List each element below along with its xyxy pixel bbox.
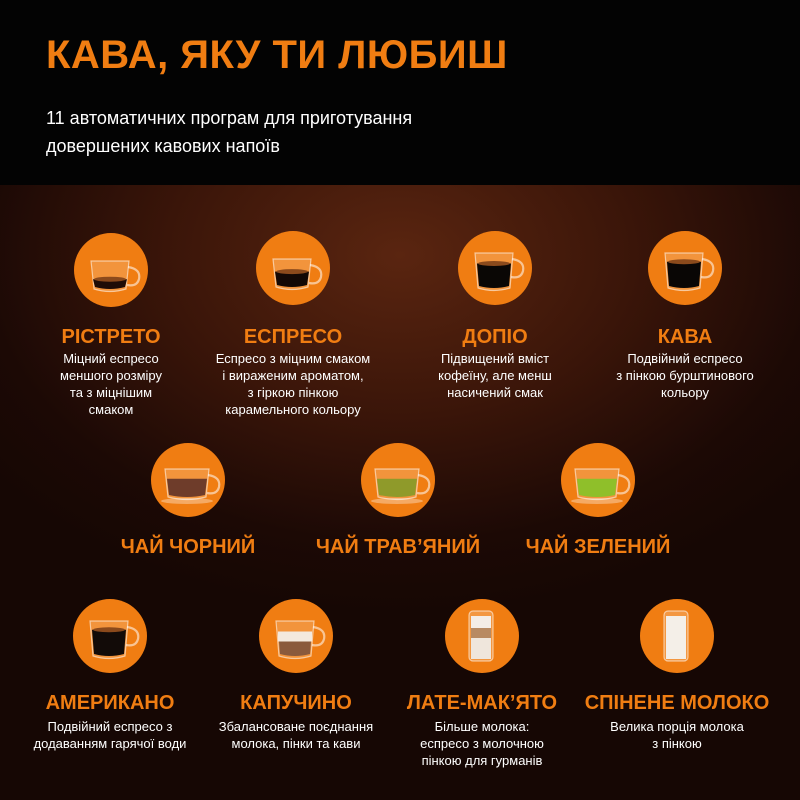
drink-description: Подвійний еспресо з додаванням гарячої води [33, 719, 187, 751]
drink-name: ЕСПРЕСО [243, 326, 343, 348]
drink-name: ЧАЙ ТРАВ’ЯНИЙ [315, 536, 481, 558]
page-title: КАВА, ЯКУ ТИ ЛЮБИШ [46, 33, 508, 77]
header-bar [0, 0, 800, 185]
green-tea-cup-icon [561, 443, 635, 517]
herbal-tea-cup-icon [361, 443, 435, 517]
drink-description: Збалансоване поєднання молока, пінки та кави [218, 719, 374, 751]
americano-cup-icon [73, 599, 147, 673]
drink-name: КАВА [657, 326, 713, 348]
drink-description: Міцний еспресо меншого розміру та з міцнішим смаком [60, 351, 162, 417]
drink-name: ЧАЙ ЗЕЛЕНИЙ [525, 536, 671, 558]
frothed-milk-glass-icon [640, 599, 714, 673]
drink-name: КАПУЧИНО [240, 692, 352, 714]
cappuccino-cup-icon [259, 599, 333, 673]
coffee-cup-icon [648, 231, 722, 305]
drink-name: АМЕРИКАНО [45, 692, 175, 714]
drink-name: РІСТРЕТО [61, 326, 161, 348]
drink-description: Підвищений вміст кофеїну, але менш насичений смак [438, 351, 552, 400]
drink-name: ЛАТЕ-МАК’ЯТО [406, 692, 558, 714]
page-subtitle: 11 автоматичних програм для приготування довершених кавових напоїв [46, 108, 413, 156]
drink-description: Еспресо з міцним смаком і вираженим ароматом, з гіркою пінкою карамельного кольору [215, 351, 371, 417]
drink-description: Велика порція молока з пінкою [610, 719, 744, 751]
black-tea-cup-icon [151, 443, 225, 517]
drink-description: Більше молока: еспресо з молочною пінкою для гурманів [420, 719, 544, 768]
espresso-cup-icon [256, 231, 330, 305]
drink-name: ЧАЙ ЧОРНИЙ [120, 536, 256, 558]
drink-name: ДОПІО [462, 326, 528, 348]
drink-name: СПІНЕНЕ МОЛОКО [584, 692, 770, 714]
latte-macchiato-glass-icon [445, 599, 519, 673]
ristretto-cup-icon [74, 233, 148, 307]
drink-description: Подвійний еспресо з пінкою бурштинового кольору [616, 351, 754, 400]
doppio-cup-icon [458, 231, 532, 305]
